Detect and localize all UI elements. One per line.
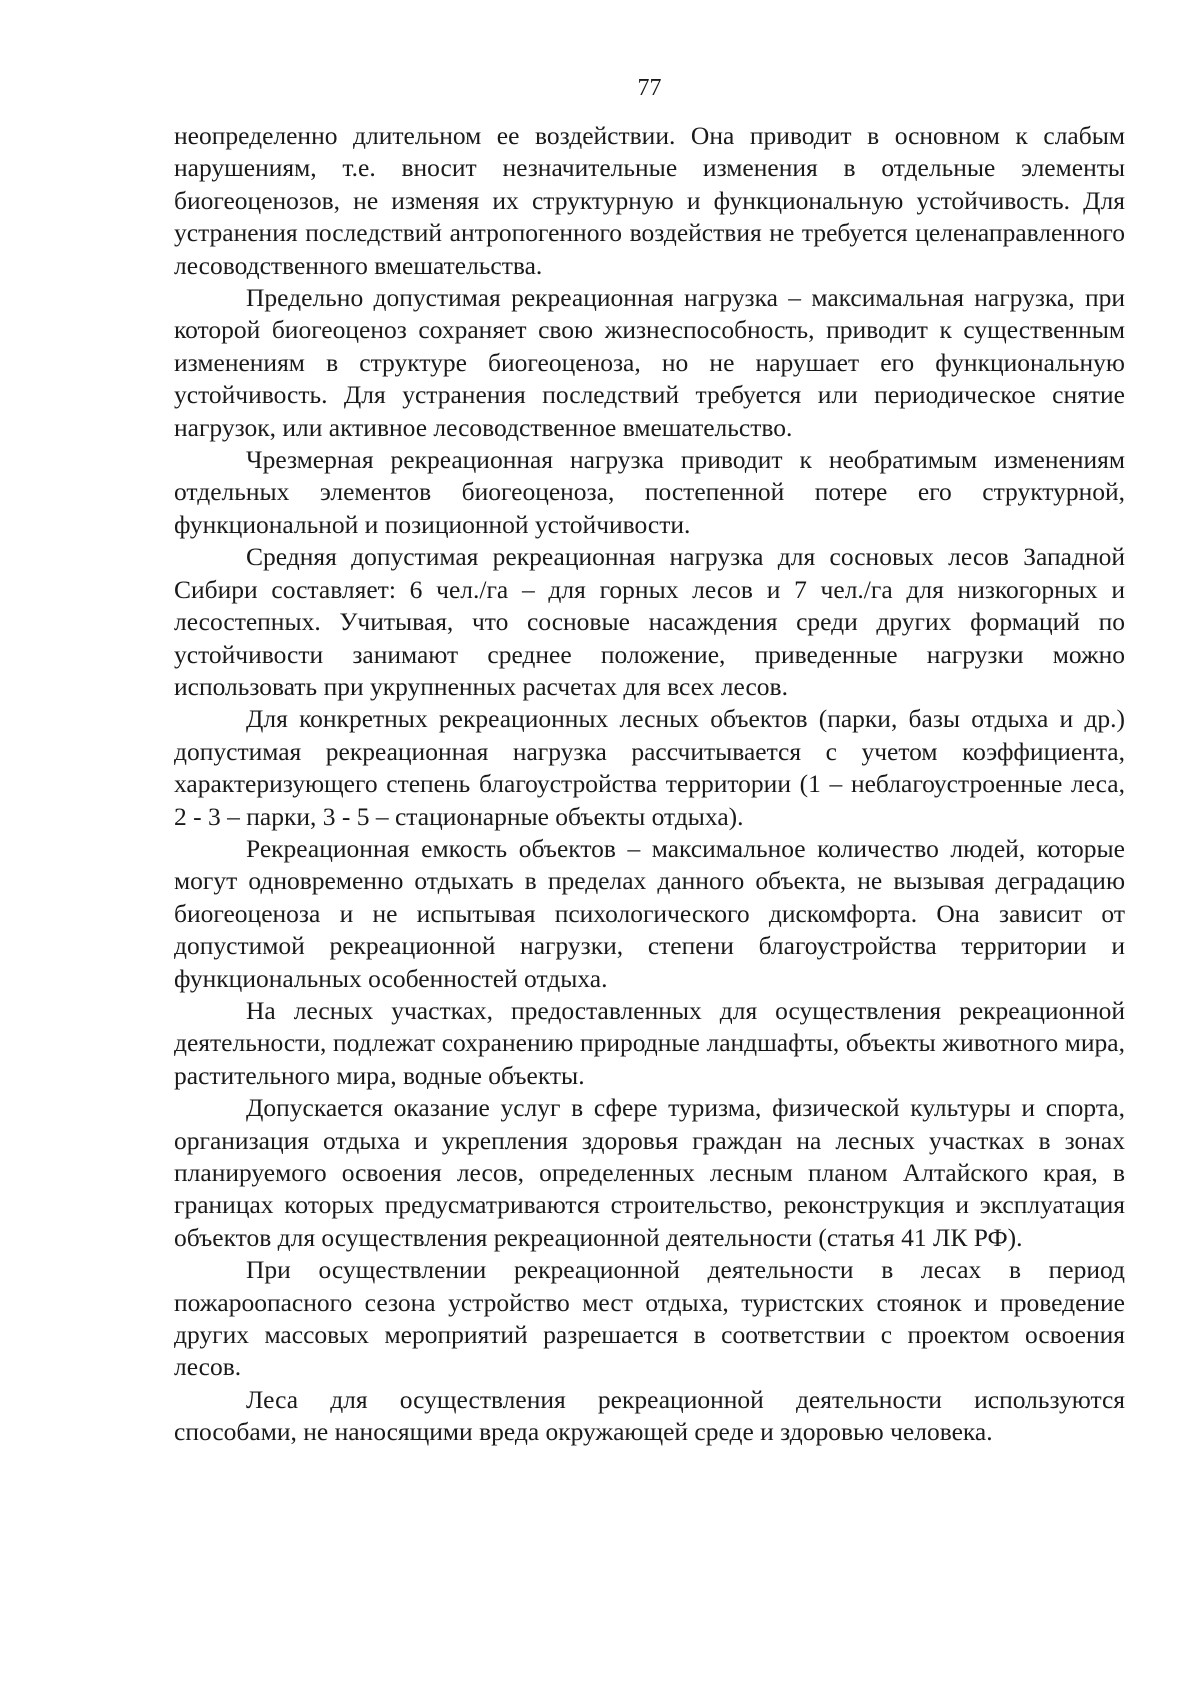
paragraph-harmless-use: Леса для осуществления рекреационной деятельности используются способами, не наносящими вреда окружающей среде и здоровью человека. (174, 1384, 1125, 1447)
page-number: 77 (637, 75, 662, 101)
paragraph-average-load: Средняя допустимая рекреационная нагрузка для сосновых лесов Западной Сибири составляет: 6 чел./га – для горных лесов и 7 чел./га для низкогорных и лесостепных. Учитывая, что сосновые насаждения среди других формаций по устойчивости занимают среднее положение, приведенные нагрузки можно использовать при укрупненных расчетах для всех лесов. (174, 542, 1125, 701)
paragraph-specific-objects: Для конкретных рекреационных лесных объектов (парки, базы отдыха и др.) допустимая рекреационная нагрузка рассчитывается с учетом коэффициента, характеризующего степень благоустройства территории (1 – неблагоустроенные леса, 2 - 3 – парки, 3 - 5 – стационарные объекты отдыха). (174, 704, 1125, 831)
paragraph-tourism-services: Допускается оказание услуг в сфере туризма, физической культуры и спорта, организация отдыха и укрепления здоровья граждан на лесных участках в зонах планируемого освоения лесов, определенных лесным планом Алтайского края, в границах которых предусматриваются строительство, реконструкция и эксплуатация объектов для осуществления рекреационной деятельности (статья 41 ЛК РФ). (174, 1093, 1125, 1252)
paragraph-preserved-landscapes: На лесных участках, предоставленных для осуществления рекреационной деятельности, подлежат сохранению природные ландшафты, объекты животного мира, растительного мира, водные объекты. (174, 995, 1125, 1090)
paragraph-fire-season: При осуществлении рекреационной деятельности в лесах в период пожароопасного сезона устройство мест отдыха, туристских стоянок и проведение других массовых мероприятий разрешается в соответствии с проектом освоения лесов. (174, 1255, 1125, 1382)
document-page (174, 68, 1125, 1449)
paragraph-recreational-capacity: Рекреационная емкость объектов – максимальное количество людей, которые могут одновременно отдыхать в пределах данного объекта, не вызывая деградацию биогеоценоза и не испытывая психологического дискомфорта. Она зависит от допустимой рекреационной нагрузки, степени благоустройства территории и функциональных особенностей отдыха. (174, 833, 1125, 993)
paragraph-excessive-load: Чрезмерная рекреационная нагрузка приводит к необратимым изменениям отдельных элементов биогеоценоза, постепенной потере его структурной, функциональной и позиционной устойчивости. (174, 445, 1125, 539)
paragraph-max-permissible-load: Предельно допустимая рекреационная нагрузка – максимальная нагрузка, при которой биогеоценоз сохраняет свою жизнеспособность, приводит к существенным изменениям в структуре биогеоценоза, но не нарушает его функциональную устойчивость. Для устранения последствий требуется или периодическое снятие нагрузок, или активное лесоводственное вмешательство. (174, 283, 1125, 442)
paragraph-continuation: неопределенно длительном ее воздействии. Она приводит в основном к слабым нарушениям, т.е. вносит незначительные изменения в отдельные элементы биогеоценозов, не изменяя их структурную и функциональную устойчивость. Для устранения последствий антропогенного воздействия не требуется целенаправленного лесоводственного вмешательства. (174, 121, 1125, 280)
